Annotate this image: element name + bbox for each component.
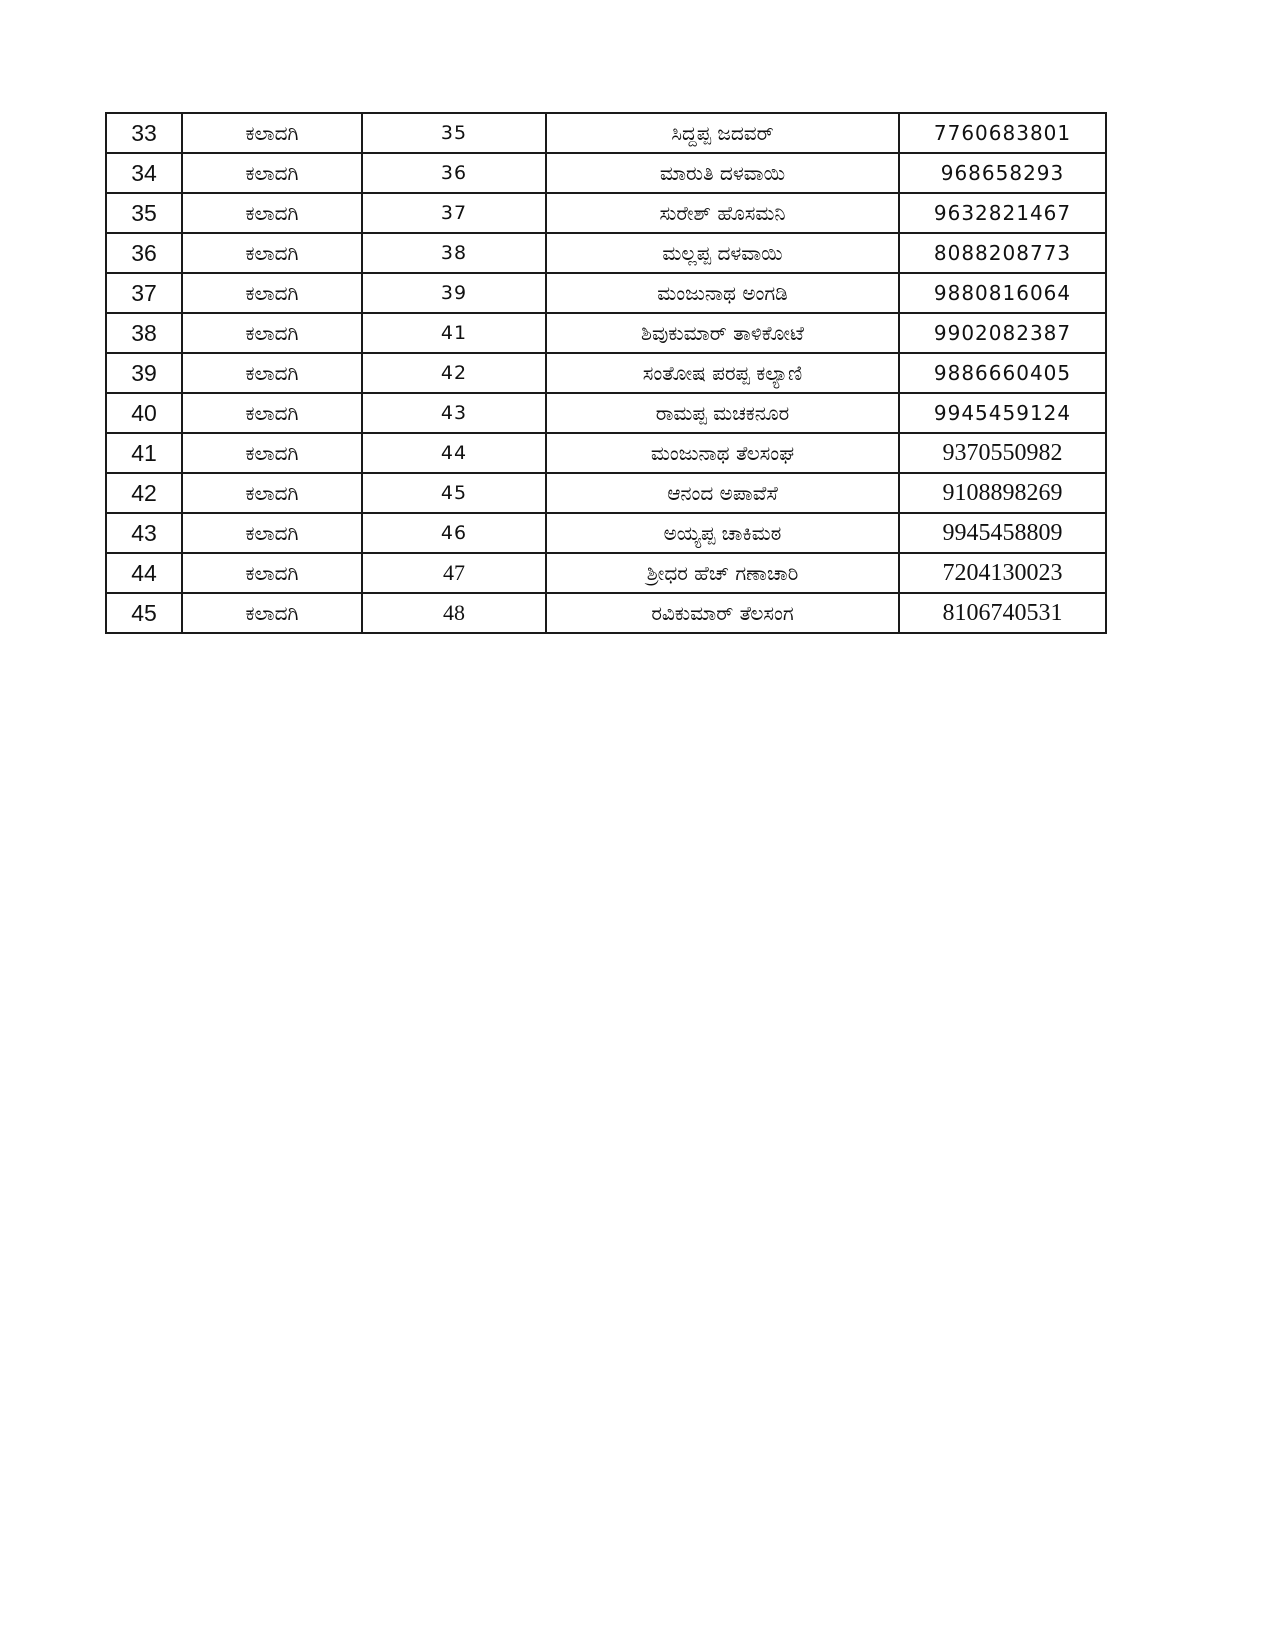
village-cell: ಕಲಾದಗಿ	[182, 153, 362, 193]
serial-number-cell: 34	[106, 153, 182, 193]
name-cell: ಶ್ರೀಧರ ಹೆಚ್ ಗಣಾಚಾರಿ	[546, 553, 899, 593]
serial-number-cell: 36	[106, 233, 182, 273]
serial-number-cell: 40	[106, 393, 182, 433]
number-cell: 48	[362, 593, 546, 633]
name-cell: ಮಂಜುನಾಥ ಅಂಗಡಿ	[546, 273, 899, 313]
name-cell: ರವಿಕುಮಾರ್ ತೆಲಸಂಗ	[546, 593, 899, 633]
serial-number-cell: 38	[106, 313, 182, 353]
name-cell: ಮಲ್ಲಪ್ಪ ದಳವಾಯಿ	[546, 233, 899, 273]
village-cell: ಕಲಾದಗಿ	[182, 433, 362, 473]
village-cell: ಕಲಾದಗಿ	[182, 553, 362, 593]
serial-number-cell: 45	[106, 593, 182, 633]
table-row	[106, 433, 1106, 473]
serial-number-cell: 39	[106, 353, 182, 393]
phone-cell: 9886660405	[899, 353, 1106, 393]
phone-cell: 7760683801	[899, 113, 1106, 153]
number-cell: 37	[362, 193, 546, 233]
village-cell: ಕಲಾದಗಿ	[182, 113, 362, 153]
number-cell: 36	[362, 153, 546, 193]
serial-number-cell: 33	[106, 113, 182, 153]
village-cell: ಕಲಾದಗಿ	[182, 513, 362, 553]
name-cell: ಸಿದ್ದಪ್ಪ ಜದವರ್	[546, 113, 899, 153]
village-cell: ಕಲಾದಗಿ	[182, 593, 362, 633]
serial-number-cell: 44	[106, 553, 182, 593]
phone-cell: 9632821467	[899, 193, 1106, 233]
table-row	[106, 513, 1106, 553]
phone-cell: 9370550982	[899, 433, 1106, 473]
name-cell: ಅಯ್ಯಪ್ಪ ಚಾಕಿಮಠ	[546, 513, 899, 553]
table-row	[106, 113, 1106, 153]
name-cell: ಸುರೇಶ್ ಹೊಸಮನಿ	[546, 193, 899, 233]
contact-table	[105, 112, 1107, 634]
serial-number-cell: 43	[106, 513, 182, 553]
table-row	[106, 393, 1106, 433]
table-row	[106, 313, 1106, 353]
phone-cell: 8088208773	[899, 233, 1106, 273]
name-cell: ರಾಮಪ್ಪ ಮಚಕನೂರ	[546, 393, 899, 433]
table-row	[106, 353, 1106, 393]
phone-cell: 7204130023	[899, 553, 1106, 593]
phone-cell: 9902082387	[899, 313, 1106, 353]
number-cell: 39	[362, 273, 546, 313]
table-row	[106, 473, 1106, 513]
number-cell: 45	[362, 473, 546, 513]
number-cell: 46	[362, 513, 546, 553]
name-cell: ಸಂತೋಷ ಪರಪ್ಪ ಕಲ್ಯಾಣಿ	[546, 353, 899, 393]
table-row	[106, 273, 1106, 313]
phone-cell: 9880816064	[899, 273, 1106, 313]
table-row	[106, 233, 1106, 273]
name-cell: ಶಿವುಕುಮಾರ್ ತಾಳಿಕೋಟೆ	[546, 313, 899, 353]
village-cell: ಕಲಾದಗಿ	[182, 353, 362, 393]
village-cell: ಕಲಾದಗಿ	[182, 273, 362, 313]
name-cell: ಮಾರುತಿ ದಳವಾಯಿ	[546, 153, 899, 193]
table-row	[106, 193, 1106, 233]
number-cell: 35	[362, 113, 546, 153]
phone-cell: 9945458809	[899, 513, 1106, 553]
name-cell: ಮಂಜುನಾಥ ತೆಲಸಂಘ	[546, 433, 899, 473]
phone-cell: 968658293	[899, 153, 1106, 193]
phone-cell: 9108898269	[899, 473, 1106, 513]
serial-number-cell: 42	[106, 473, 182, 513]
village-cell: ಕಲಾದಗಿ	[182, 393, 362, 433]
village-cell: ಕಲಾದಗಿ	[182, 473, 362, 513]
number-cell: 42	[362, 353, 546, 393]
number-cell: 38	[362, 233, 546, 273]
village-cell: ಕಲಾದಗಿ	[182, 193, 362, 233]
serial-number-cell: 35	[106, 193, 182, 233]
number-cell: 44	[362, 433, 546, 473]
table-row	[106, 553, 1106, 593]
serial-number-cell: 41	[106, 433, 182, 473]
village-cell: ಕಲಾದಗಿ	[182, 313, 362, 353]
village-cell: ಕಲಾದಗಿ	[182, 233, 362, 273]
number-cell: 41	[362, 313, 546, 353]
table-row	[106, 593, 1106, 633]
number-cell: 43	[362, 393, 546, 433]
table-row	[106, 153, 1106, 193]
phone-cell: 9945459124	[899, 393, 1106, 433]
phone-cell: 8106740531	[899, 593, 1106, 633]
number-cell: 47	[362, 553, 546, 593]
serial-number-cell: 37	[106, 273, 182, 313]
name-cell: ಆನಂದ ಅಪಾವೆಸೆ	[546, 473, 899, 513]
